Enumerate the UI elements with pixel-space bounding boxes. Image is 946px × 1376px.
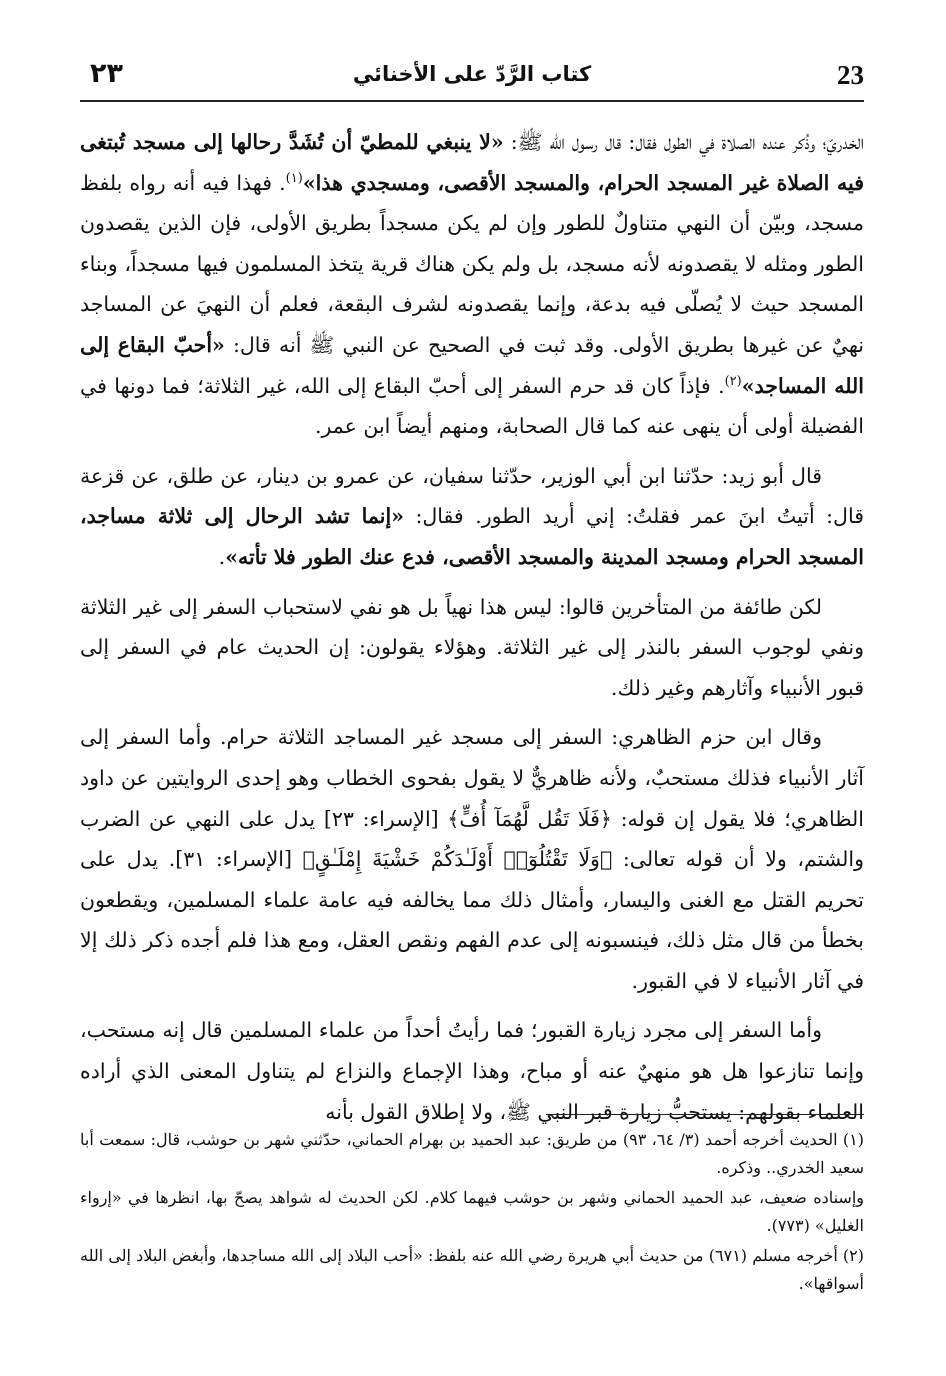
footnote-ref-2: (٢): [724, 373, 742, 389]
paragraph-4: [80, 717, 864, 1001]
footnote-2: (٢) أخرجه مسلم (٦٧١) من حديث أبي هريرة رضي الله عنه بلفظ: «أحب البلاد إلى الله مساجدها، وأبغض البلاد إلى الله أسواقها».: [80, 1246, 864, 1293]
text-run: . فهذا فيه أنه رواه بلفظ مسجد، وبيّن أن النهي متناولٌ للطور وإن لم يكن مسجداً بطريق الأولى، فإن الذين يقصدون الطور ومثله لا يقصدونه لأنه مسجد، بل ولم يكن هناك قرية يتخذ المسلمون فيها مسجداً، وبناء المسجد حيث لا يُصلّى فيه بدعة، وإنما يقصدونه لشرف البقعة، فعلم أن النهيَ عن المساجد نهيٌ عن غيرها بطريق الأولى. وقد ثبت في الصحيح عن النبي ﷺ أنه قال:: [80, 170, 864, 357]
paragraph-1: [80, 122, 864, 447]
text-run: .: [218, 544, 226, 569]
running-title: كتاب الرَّدّ على الأخنائي: [352, 62, 592, 86]
text-run: . فإذاً كان قد حرم السفر إلى أحبّ البقاع إلى الله، غير الثلاثة؛ فما دونها في الفضيلة أولى أن ينهى عنه كما قال الصحابة، ومنهم أيضاً ابن عمر.: [80, 373, 864, 439]
quran-verse: ﴿فَلَا تَقُل لَّهُمَآ أُفٍّ﴾: [447, 806, 612, 831]
hadith-quote: «أحبّ البقاع إلى الله المساجد»: [80, 332, 864, 398]
footnote-ref-1: (١): [285, 170, 303, 186]
footnote-1: (١) الحديث أخرجه أحمد (٣/ ٦٤، ٩٣) من طريق: عبد الحميد بن بهرام الحماني، حدّثني شهر بن حوشب، قال: سمعت أبا سعيد الخدري.. وذكره.: [80, 1130, 865, 1177]
hadith-quote: «لا ينبغي للمطيّ أن تُشَدَّ رحالها إلى مسجد تُبتغى فيه الصلاة غير المسجد الحرام، والمسجد الأقصى، ومسجدي هذا»: [80, 130, 864, 195]
paragraph-5: وأما السفر إلى مجرد زيارة القبور؛ فما رأيتُ أحداً من علماء المسلمين قال إنه مستحب، وإنما تنازعوا هل هو منهيٌ عنه أو مباح، وهذا الإجماع والنزاع لم يتناول المعنى الذي أراده العلماء بقولهم: يستحبُّ زيارة قبر النبي ﷺ، ولا إطلاق القول بأنه: [80, 1018, 864, 1124]
text-run: [الإسراء: ٣١]. يدل على تحريم القتل مع الغنى واليسار، وأمثال ذلك مما يخالفه فيه عامة علماء المسلمين، ويقطعون بخطأ من قال مثل ذلك، فينسبونه إلى عدم الفهم ونقص العقل، ومع هذا فلم أجده ذكر ذلك إلا في آثار الأنبياء لا في القبور.: [80, 847, 864, 993]
hadith-quote: «إنما تشد الرحال إلى ثلاثة مساجد، المسجد الحرام ومسجد المدينة والمسجد الأقصى، فدع عنك الطور فلا تأته»: [80, 504, 864, 569]
footnote-1-continued: وإسناده ضعيف، عبد الحميد الحماني وشهر بن حوشب فيهما كلام. لكن الحديث له شواهد يصحّ بها، انظرها في «إرواء الغليل» (٧٧٣).: [80, 1188, 864, 1235]
text-run: [الإسراء: ٢٣] يدل على النهي عن الضرب والشتم، ولا أن قوله تعالى:: [80, 806, 864, 872]
main-text: [80, 122, 864, 1141]
page-number-arabic: ٢٣: [90, 58, 123, 89]
paragraph-3: لكن طائفة من المتأخرين قالوا: ليس هذا نهياً بل هو نفي لاستحباب السفر إلى غير الثلاثة ونفي لوجوب السفر بالنذر إلى غير الثلاثة. وهؤلاء يقولون: إن الحديث عام في السفر إلى قبور الأنبياء وآثارهم وغير ذلك.: [80, 594, 864, 700]
text-run: الخدريّ؛ وذُكر عنده الصلاة في الطول فقال: قال رسول الله ﷺ:: [503, 130, 864, 154]
footnotes: [80, 1126, 864, 1301]
page-number-latin: 23: [837, 60, 864, 90]
paragraph-2: [80, 456, 864, 578]
footnote-separator: [546, 1114, 864, 1115]
quran-verse: ﴿وَلَا تَقْتُلُوٓا۟ أَوْلَـٰدَكُمْ خَشْيَةَ إِمْلَـٰقٍ﴾: [302, 847, 613, 872]
text-run: وقال ابن حزم الظاهري: السفر إلى مسجد غير المساجد الثلاثة حرام. وأما السفر إلى آثار الأنبياء فذلك مستحبٌ، ولأنه ظاهريٌّ لا يقول بفحوى الخطاب وهو إحدى الروايتين عن داود الظاهري؛ فلا يقول إن قوله:: [80, 725, 864, 831]
page-header: [80, 52, 864, 102]
text-run: قال أبو زيد: حدّثنا ابن أبي الوزير، حدّثنا سفيان، عن عمرو بن دينار، عن طلق، عن قزعة قال: أتيتُ ابنَ عمر فقلتُ: إني أريد الطور. فقال:: [80, 463, 864, 529]
